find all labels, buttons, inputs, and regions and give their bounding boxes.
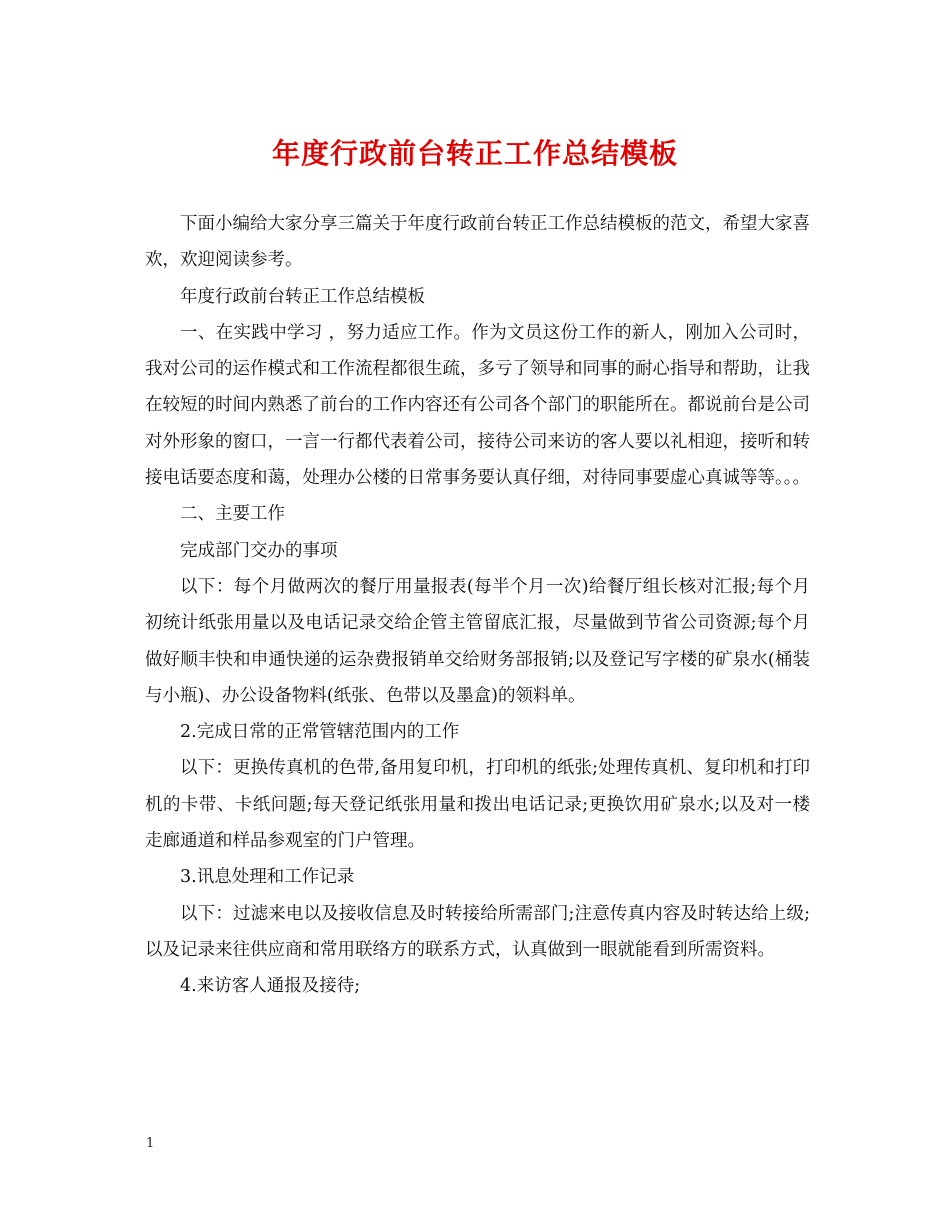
section-two-heading: 二、主要工作 bbox=[180, 504, 285, 525]
item-three-heading: 3.讯息处理和工作记录 bbox=[180, 867, 355, 888]
document-body bbox=[145, 206, 810, 1005]
subtitle-paragraph: 年度行政前台转正工作总结模板 bbox=[180, 286, 425, 307]
section-one-paragraph: 一、在实践中学习 ，努力适应工作。作为文员这份工作的新人，刚加入公司时，我对公司的运作模式和工作流程都很生疏，多亏了领导和同事的耐心指导和帮助，让我在较短的时间内熟悉了前台的工作内容还有公司各个部门的职能所在。都说前台是公司对外形象的窗口，一言一行都代表着公司，接待公司来访的客人要以礼相迎，接听和转接电话要态度和蔼，处理办公楼的日常事务要认真仔细，对待同事要虚心真诚等等。。。 bbox=[145, 322, 810, 489]
subsection-paragraph: 以下：每个月做两次的餐厅用量报表(每半个月一次)给餐厅组长核对汇报;每个月初统计纸张用量以及电话记录交给企管主管留底汇报，尽量做到节省公司资源;每个月做好顺丰快和申通快递的运杂费报销单交给财务部报销;以及登记写字楼的矿泉水(桶装与小瓶)、办公设备物料(纸张、色带以及墨盒)的领料单。 bbox=[145, 576, 810, 706]
document-title: 年度行政前台转正工作总结模板 bbox=[271, 137, 678, 170]
page-number: 1 bbox=[146, 1136, 155, 1151]
intro-paragraph: 下面小编给大家分享三篇关于年度行政前台转正工作总结模板的范文，希望大家喜欢，欢迎阅读参考。 bbox=[145, 214, 810, 271]
item-two-heading: 2.完成日常的正常管辖范围内的工作 bbox=[180, 722, 460, 743]
item-four-heading: 4.来访客人通报及接待; bbox=[180, 976, 361, 997]
subsection-heading: 完成部门交办的事项 bbox=[180, 540, 338, 561]
item-two-paragraph: 以下：更换传真机的色带,备用复印机，打印机的纸张;处理传真机、复印机和打印机的卡带、卡纸问题;每天登记纸张用量和拨出电话记录;更换饮用矿泉水;以及对一楼走廊通道和样品参观室的门户管理。 bbox=[145, 758, 810, 852]
item-three-paragraph: 以下：过滤来电以及接收信息及时转接给所需部门;注意传真内容及时转达给上级;以及记录来往供应商和常用联络方的联系方式，认真做到一眼就能看到所需资料。 bbox=[145, 903, 810, 960]
